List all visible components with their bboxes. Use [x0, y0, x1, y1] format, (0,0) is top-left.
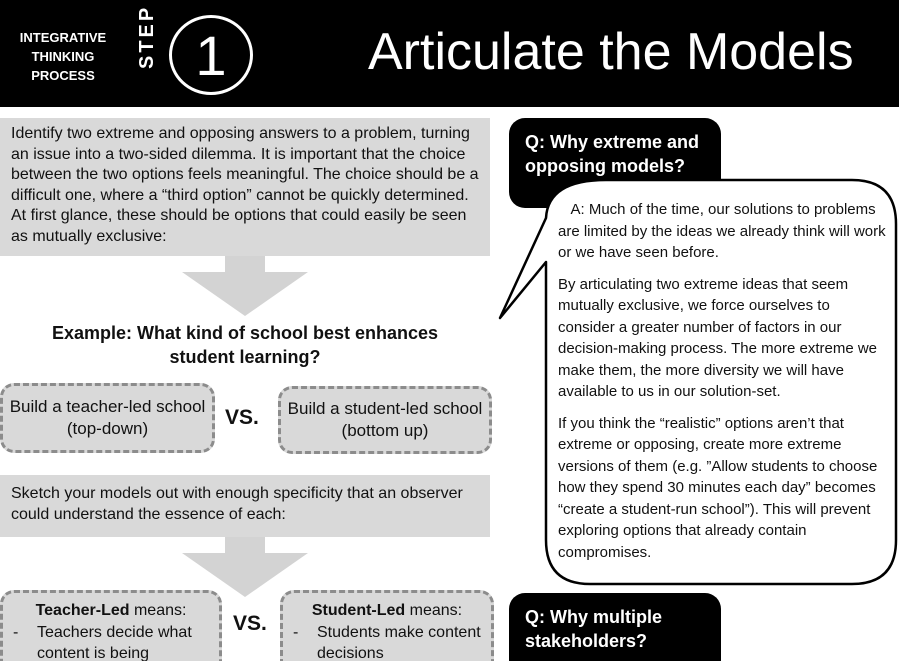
list-bullet: - — [293, 624, 299, 641]
model-name: Student-Led — [311, 602, 406, 619]
page-title: Articulate the Models — [368, 23, 854, 81]
question-text: Q: Why extreme and opposing models? — [525, 132, 700, 176]
step-label: STEP — [136, 4, 158, 69]
answer-text — [558, 199, 888, 573]
brand-line: THINKING — [31, 49, 95, 64]
versus-label: VS. — [225, 406, 259, 429]
brand-line: PROCESS — [31, 68, 95, 83]
question-text: Q: Why multiple stakeholders? — [525, 607, 662, 651]
versus-label: VS. — [233, 612, 267, 635]
model-heading-suffix: means: — [405, 602, 463, 619]
intro-text: Identify two extreme and opposing answers to a problem, turning an issue into a two-sided dilemma. It is important that the choice between the two options feels meaningful. The choice should be a difficult one, where a “third option” cannot be quickly determined. At first glance, these should be options that could easily be seen as mutually exclusive: — [11, 125, 479, 245]
example-question: Example: What kind of school best enhances student learning? — [51, 323, 439, 367]
answer-paragraph: By articulating two extreme ideas that seem mutually exclusive, we force ourselves to consider a greater number of factors in our decision-making process. The more extreme we make them, the more diversity we will have available to us in our solution-set. — [558, 275, 878, 400]
list-item: Students make content decisions — [317, 624, 481, 661]
option-student-led: Build a student-led school (bottom up) — [278, 386, 492, 454]
question-box-stakeholders — [509, 593, 721, 661]
answer-paragraph: A: Much of the time, our solutions to problems are limited by the ideas we already think will work or we have seen before. — [558, 201, 886, 261]
brand-line: INTEGRATIVE — [19, 30, 107, 45]
option-teacher-led: Build a teacher-led school (top-down) — [0, 383, 215, 453]
list-item: Teachers decide what content is being — [37, 624, 192, 661]
model-name: Teacher-Led — [35, 602, 130, 619]
model-heading-suffix: means: — [129, 602, 187, 619]
list-bullet: - — [13, 624, 19, 641]
answer-paragraph: If you think the “realistic” options aren’t that extreme or opposing, create more extreme versions of them (e.g. ”Allow students to choose how they spend 30 minutes each day” becomes “create a student-run school”). This will prevent exploring options that already contain compromises. — [558, 414, 878, 561]
sketch-text: Sketch your models out with enough specificity that an observer could understand the essence of each: — [11, 485, 463, 523]
step-number: 1 — [195, 24, 227, 87]
